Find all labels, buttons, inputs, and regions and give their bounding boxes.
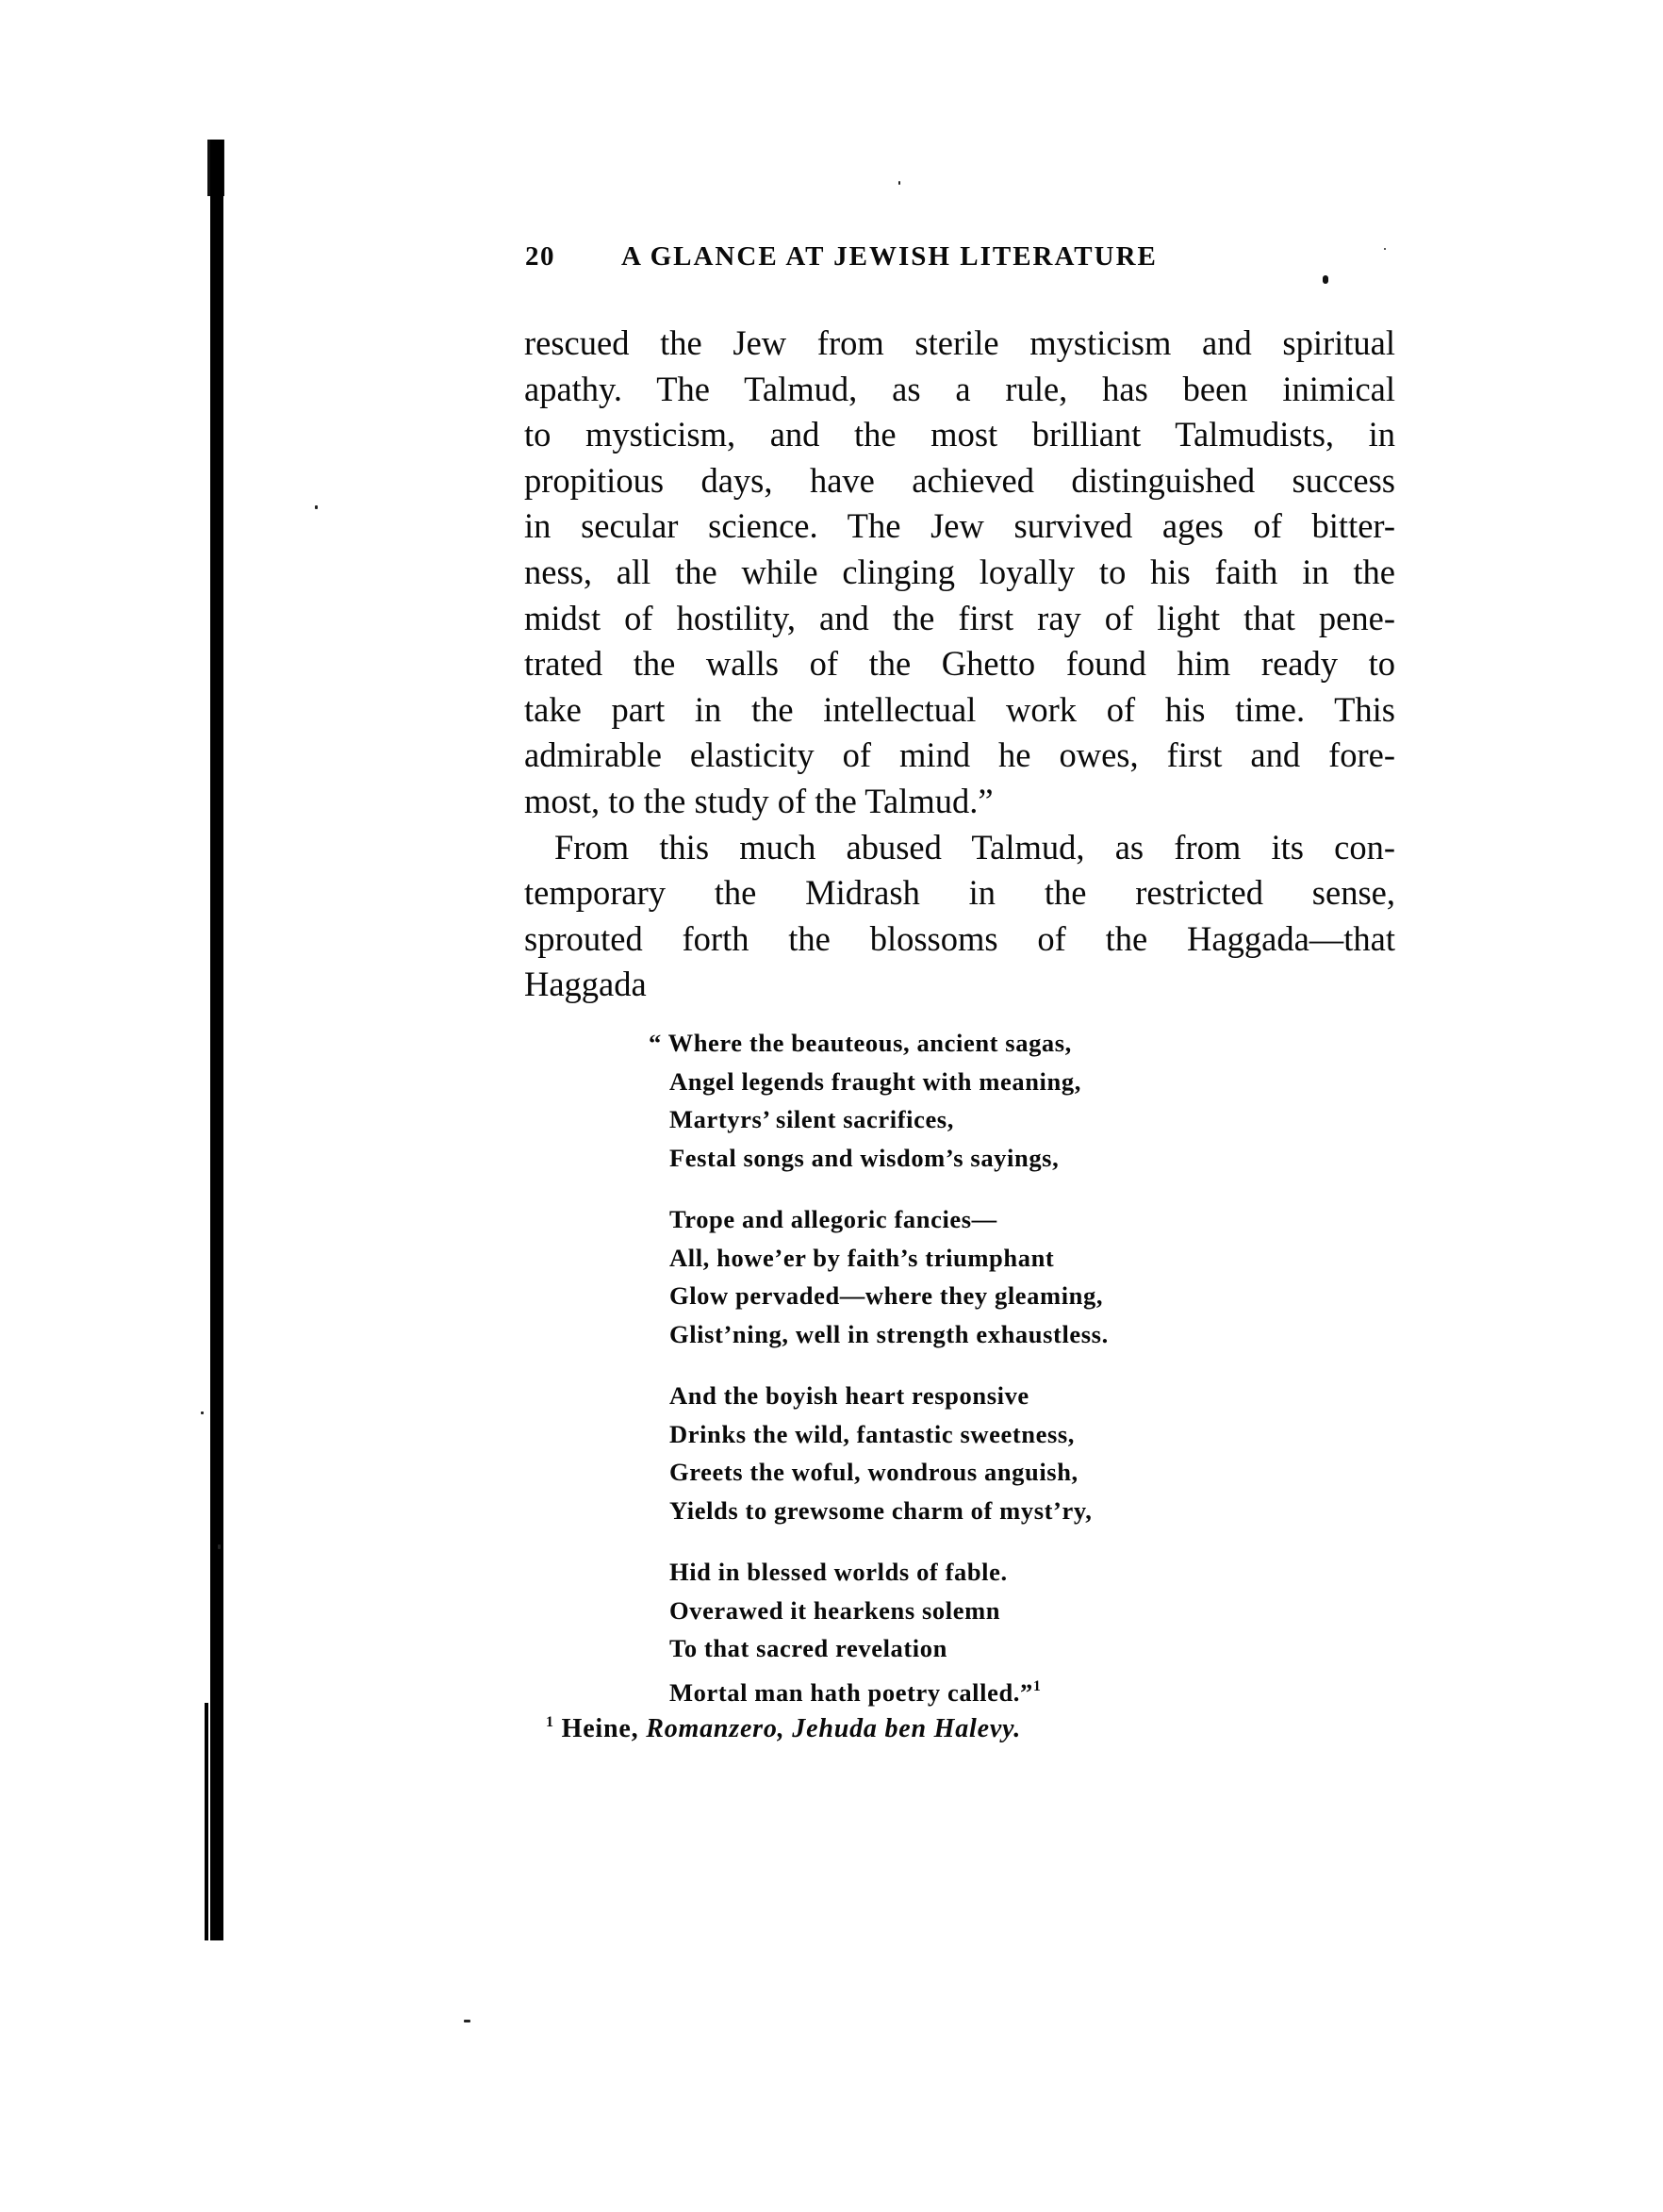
binding-edge [210, 140, 223, 1940]
poem-verse: Overawed it hearkens solemn [669, 1595, 1001, 1625]
scan-speck [1384, 248, 1386, 250]
body-line: rescued the Jew from sterile mysticism and spiritual [524, 323, 1395, 362]
poem-quote [649, 1024, 1109, 1729]
body-line: take part in the intellectual work of his time. This [524, 689, 1395, 729]
poem-verse: And the boyish heart responsive [669, 1381, 1029, 1410]
body-text [524, 321, 1395, 1008]
body-line: in secular science. The Jew survived ages of bitter- [524, 506, 1395, 546]
body-line: most, to the study of the Talmud.” [524, 781, 994, 820]
running-head [525, 241, 1374, 279]
poem-verse: Drinks the wild, fantastic sweetness, [669, 1419, 1075, 1448]
poem-verse [649, 1668, 1109, 1707]
poem-verse: Hid in blessed worlds of fable. [669, 1558, 1008, 1586]
footnote-work-title: Romanzero, [646, 1714, 785, 1743]
binding-edge-thin [205, 1703, 208, 1940]
scan-speck [201, 1411, 204, 1414]
poem-verse: To that sacred revelation [669, 1634, 947, 1662]
body-line: admirable elasticity of mind he owes, first and fore- [524, 735, 1395, 775]
poem-verse: All, howe’er by faith’s triumphant [669, 1243, 1055, 1272]
scan-speck [315, 505, 318, 509]
scan-speck [898, 181, 900, 185]
footnote-section-title: Jehuda ben Halevy. [792, 1714, 1022, 1743]
poem-stanza [649, 1200, 1109, 1353]
scan-speck [464, 2020, 470, 2022]
body-line: ness, all the while clinging loyally to his faith in the [524, 552, 1395, 591]
page-number: 20 [525, 241, 555, 272]
footnote-marker: 1 [546, 1714, 554, 1730]
poem-verse: Festal songs and wisdom’s sayings, [669, 1143, 1060, 1172]
footnote-author: Heine, [561, 1714, 639, 1743]
scan-speck [218, 1544, 221, 1549]
body-line: temporary the Midrash in the restricted sense, [524, 873, 1395, 913]
body-line: Haggada [524, 965, 647, 1004]
body-line: propitious days, have achieved distinguished success [524, 460, 1395, 500]
poem-verse: Angel legends fraught with meaning, [669, 1066, 1081, 1096]
poem-stanza [649, 1377, 1109, 1529]
footnote-reference[interactable]: 1 [1032, 1677, 1042, 1694]
poem-verse: Yields to grewsome charm of myst’ry, [669, 1495, 1093, 1525]
body-line: apathy. The Talmud, as a rule, has been inimical [524, 369, 1395, 408]
body-line: sprouted forth the blossoms of the Haggada—that [524, 918, 1395, 958]
poem-verse: Greets the woful, wondrous anguish, [669, 1458, 1078, 1486]
running-title: A GLANCE AT JEWISH LITERATURE [621, 241, 1158, 272]
body-line: trated the walls of the Ghetto found him ready to [524, 644, 1395, 684]
paragraph-start-line: From this much abused Talmud, as from its con- [554, 827, 1395, 867]
footnote [546, 1714, 1021, 1744]
poem-verse: “ Where the beauteous, ancient sagas, [649, 1029, 1072, 1057]
poem-verse: Martyrs’ silent sacrifices, [669, 1105, 954, 1133]
poem-verse: Glow pervaded—where they gleaming, [669, 1281, 1104, 1310]
poem-verse: Glist’ning, well in strength exhaustless. [669, 1319, 1109, 1348]
body-line: midst of hostility, and the first ray of light that pene- [524, 598, 1395, 637]
poem-verse: Trope and allegoric fancies— [669, 1205, 997, 1233]
poem-stanza [649, 1553, 1109, 1706]
poem-verse-text: Mortal man hath poetry called.” [669, 1677, 1033, 1707]
ink-dot [1323, 275, 1328, 284]
poem-stanza [649, 1024, 1109, 1177]
body-line: to mysticism, and the most brilliant Talmudists, in [524, 415, 1395, 454]
